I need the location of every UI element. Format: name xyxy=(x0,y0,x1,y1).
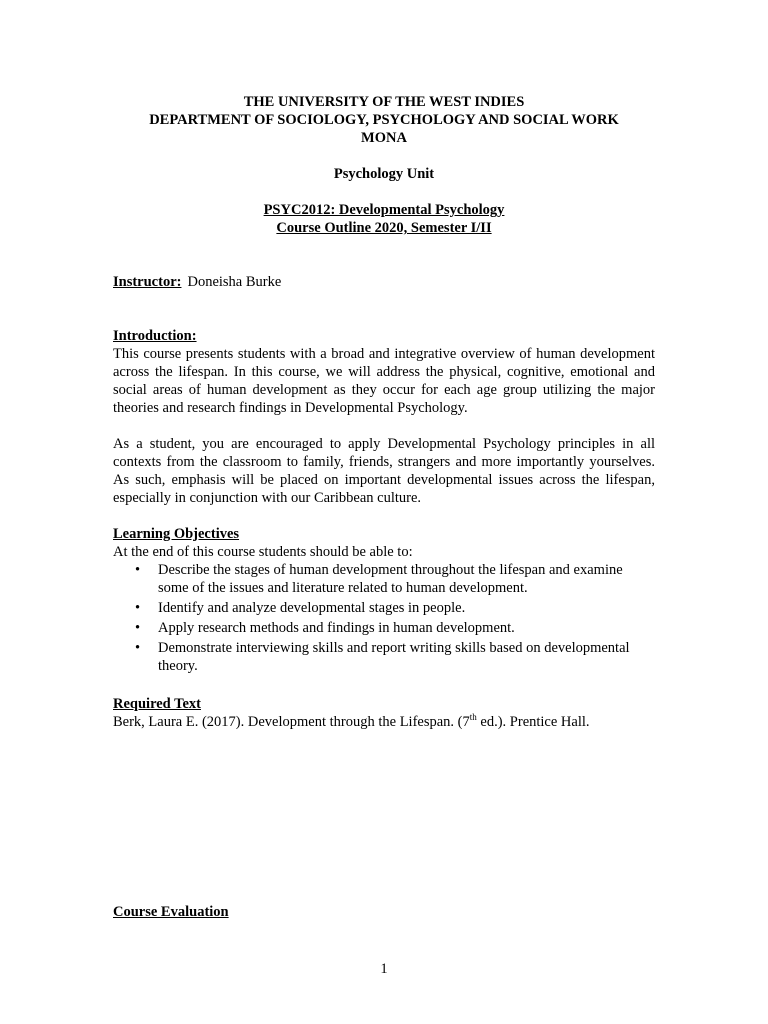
required-text-citation xyxy=(113,713,655,731)
list-item xyxy=(113,599,655,617)
bullet-icon: • xyxy=(135,620,141,636)
list-item xyxy=(113,639,655,675)
unit-name: Psychology Unit xyxy=(333,166,435,182)
list-item xyxy=(113,619,655,637)
learning-objectives-intro: At the end of this course students should be able to: xyxy=(113,544,413,560)
objective-text: Describe the stages of human development throughout the lifespan and examine some of the issues and literature related to human development. xyxy=(158,562,623,596)
bullet-icon: • xyxy=(135,600,141,616)
objective-text: Demonstrate interviewing skills and report writing skills based on developmental theory. xyxy=(158,640,630,674)
objective-text: Identify and analyze developmental stages in people. xyxy=(158,600,466,616)
introduction-section xyxy=(113,327,655,507)
course-outline-title: Course Outline 2020, Semester I/II xyxy=(276,220,492,236)
introduction-paragraph-1: This course presents students with a broad and integrative overview of human development across the lifespan. In this course, we will address the physical, cognitive, emotional and social areas of human development as they occur for each age group utilizing the major theories and research findings in Developmental Psychology. xyxy=(113,346,655,416)
list-item xyxy=(113,561,655,597)
citation-superscript: th xyxy=(469,712,477,723)
instructor-name: Doneisha Burke xyxy=(187,274,282,290)
citation-text-end: ed.). Prentice Hall. xyxy=(476,714,590,730)
instructor-line xyxy=(113,273,655,291)
learning-objectives-section xyxy=(113,525,655,675)
course-evaluation-section xyxy=(113,903,655,921)
required-text-section xyxy=(113,695,655,731)
document-header xyxy=(113,93,655,237)
instructor-label: Instructor: xyxy=(113,274,182,290)
department-name: DEPARTMENT OF SOCIOLOGY, PSYCHOLOGY AND SOCIAL WORK xyxy=(149,112,619,128)
document-page xyxy=(113,93,655,921)
introduction-paragraph-2: As a student, you are encouraged to apply Developmental Psychology principles in all contexts from the classroom to family, friends, strangers and more importantly yourselves. As such, emphasis will be placed on important developmental issues across the lifespan, especially in conjunction with our Caribbean culture. xyxy=(113,436,655,506)
objective-text: Apply research methods and findings in human development. xyxy=(158,620,515,636)
learning-objectives-heading: Learning Objectives xyxy=(113,526,240,542)
learning-objectives-list xyxy=(113,561,655,675)
required-text-heading: Required Text xyxy=(113,696,201,712)
introduction-heading: Introduction: xyxy=(113,328,197,344)
citation-text: Berk, Laura E. (2017). Development through the Lifespan. (7 xyxy=(113,714,470,730)
bullet-icon: • xyxy=(135,562,141,578)
university-name: THE UNIVERSITY OF THE WEST INDIES xyxy=(243,94,525,110)
course-title: PSYC2012: Developmental Psychology xyxy=(263,202,505,218)
page-number: 1 xyxy=(380,961,388,977)
bullet-icon: • xyxy=(135,640,141,656)
course-evaluation-heading: Course Evaluation xyxy=(113,904,229,920)
campus-name: MONA xyxy=(361,130,407,146)
